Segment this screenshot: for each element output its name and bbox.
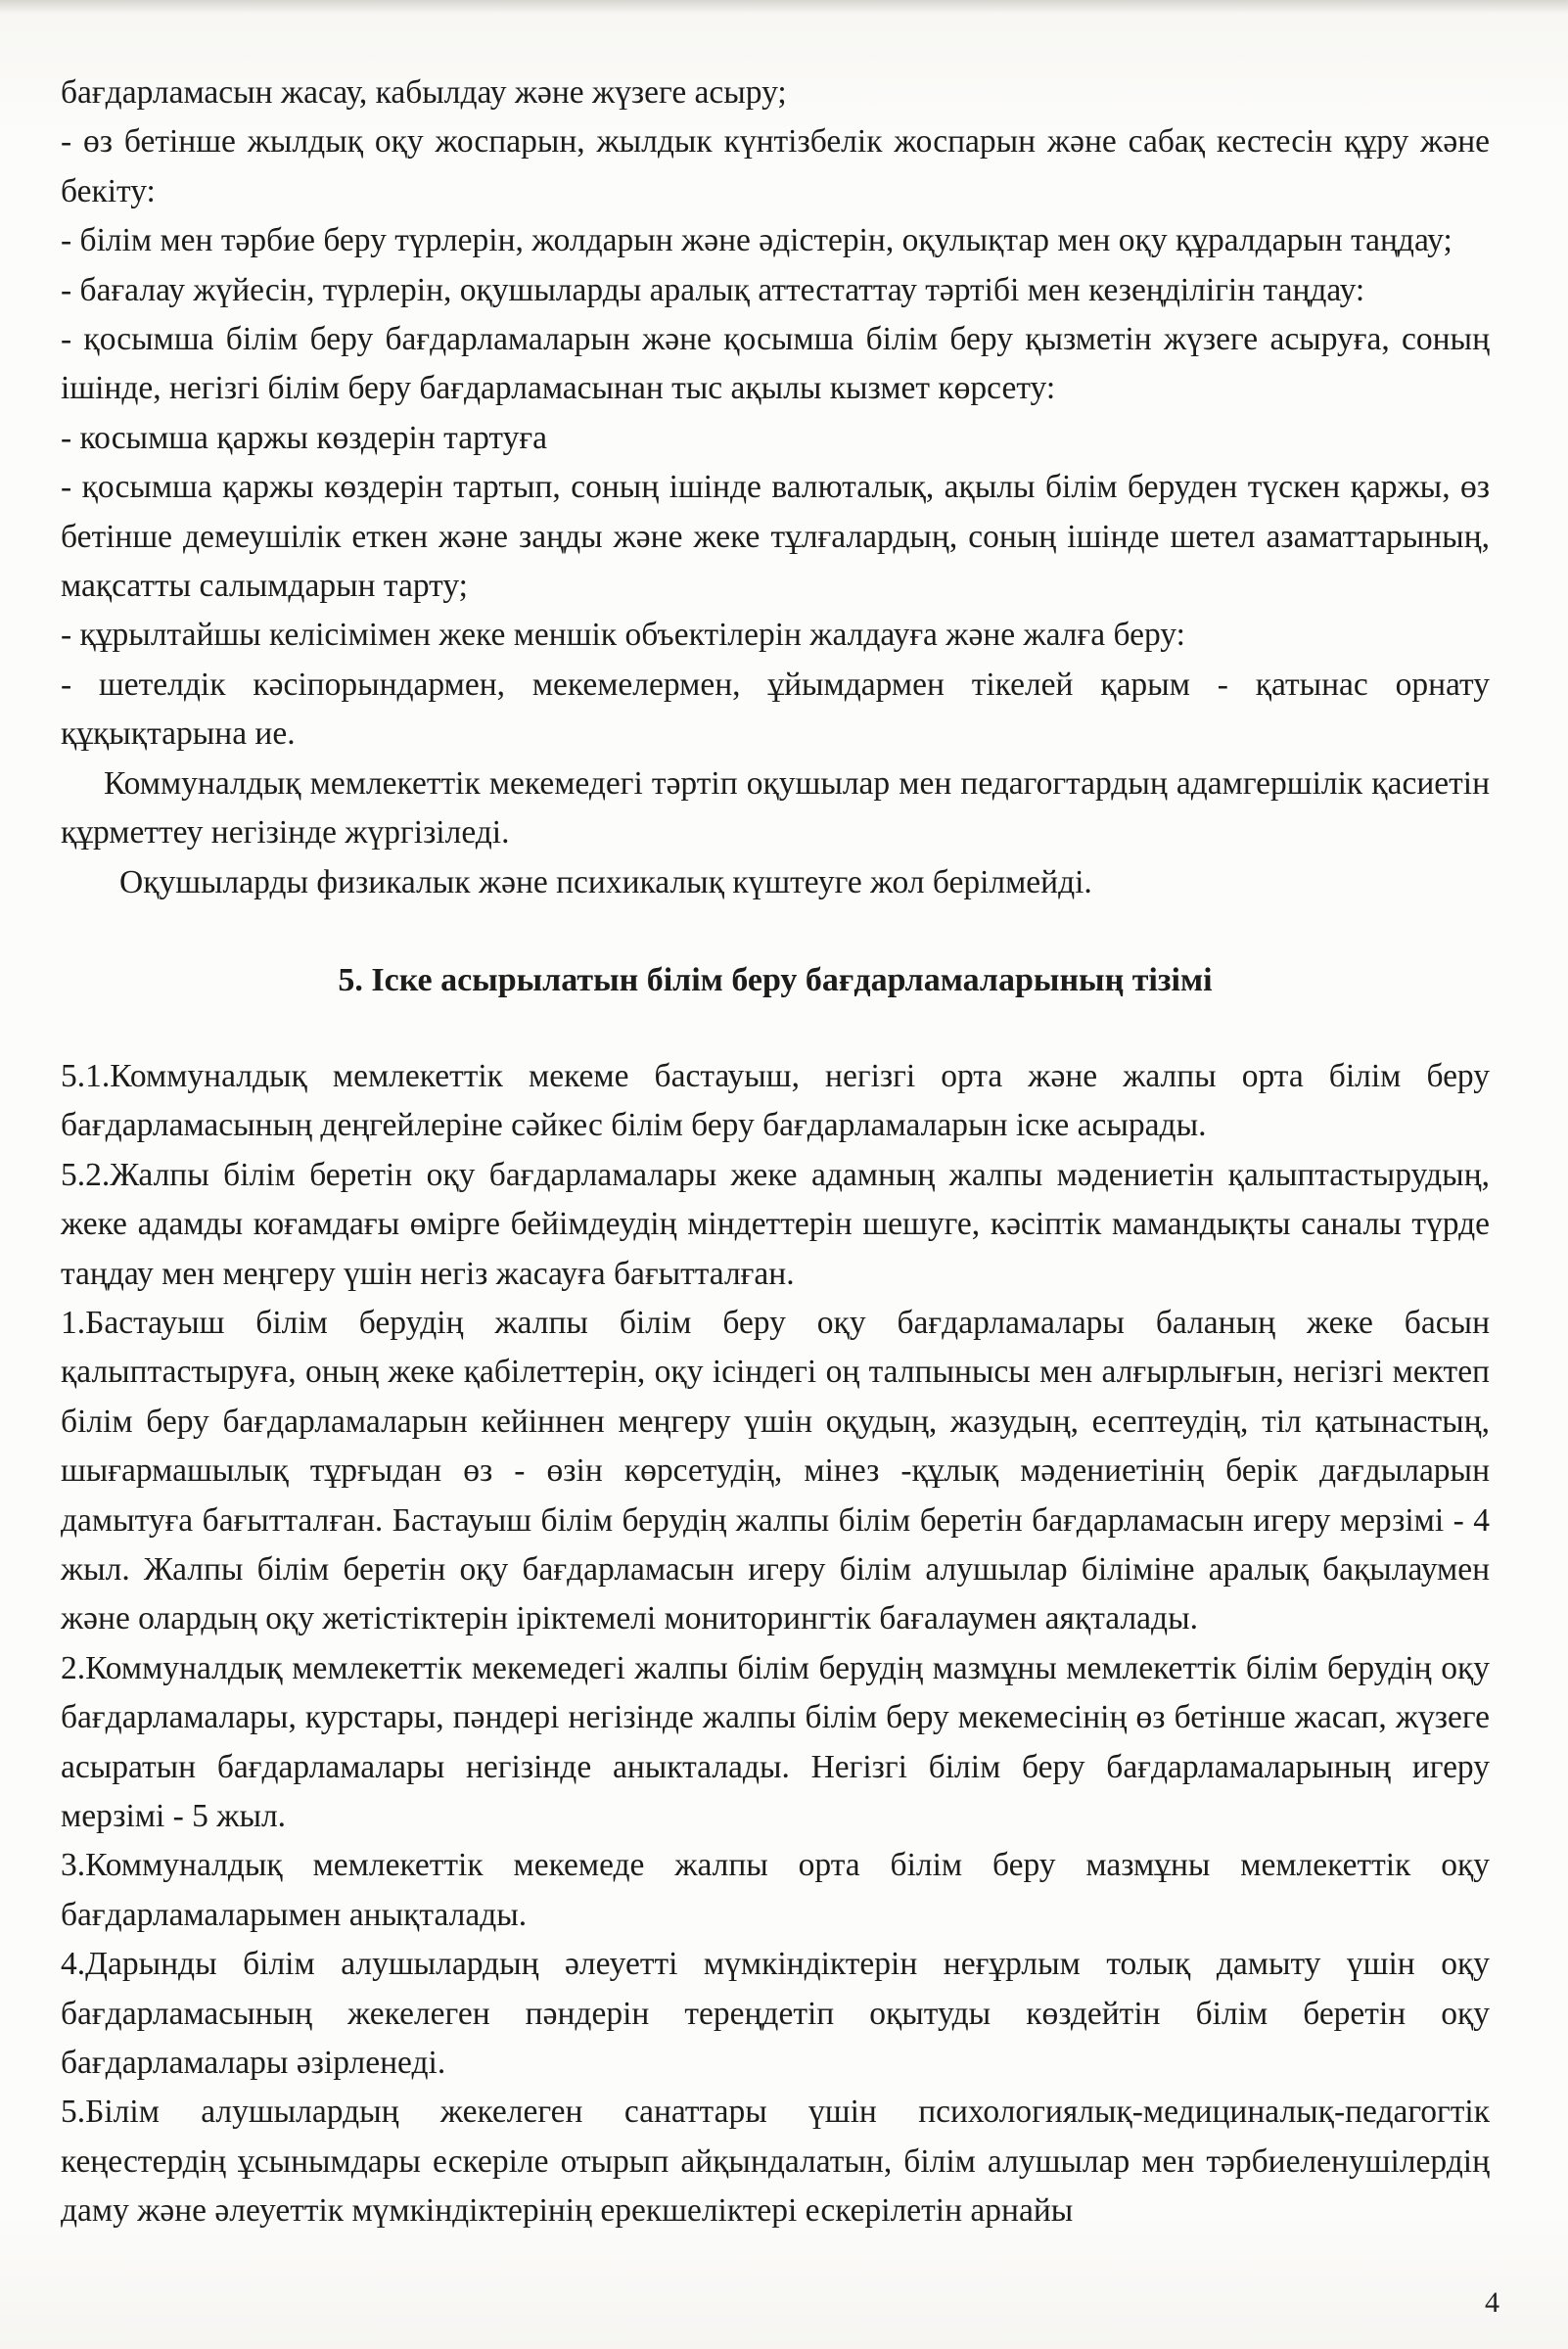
- section-paragraph: 1.Бастауыш білім берудің жалпы білім беру оқу бағдарламалары баланың жеке басын қалыптастыруға, оның жеке қабілеттерін, оқу ісіндегі оң талпынысы мен алғырлығын, негізгі мектеп білім беру бағдарламаларын кейіннен меңгеру үшін оқудың, жазудың, есептеудің, тіл қатынастың, шығармашылық тұрғыдан өз - өзін көрсетудің, мінез -құлық мәдениетінің берік дағдыларын дамытуға бағытталған. Бастауыш білім берудің жалпы білім беретін бағдарламасын игеру мерзімі - 4 жыл. Жалпы білім беретін оқу бағдарламасын игеру білім алушылар біліміне аралық бақылаумен және олардың оқу жетістіктерін іріктемелі мониторингтік бағалаумен аяқталады.: [61, 1304, 1490, 1637]
- list-item: - құрылтайшы келісімімен жеке меншік объектілерін жалдауға және жалға беру:: [61, 617, 1185, 654]
- section-paragraph: 5.2.Жалпы білім беретін оқу бағдарламалары жеке адамның жалпы мәдениетін қалыптастырудың, жеке адамды коғамдағы өмірге бейімдеудің міндеттерін шешуге, кәсіптік мамандықты саналы түрде таңдау мен меңгеру үшін негіз жасауға бағытталған.: [61, 1156, 1490, 1292]
- list-item: - білім мен тәрбие беру түрлерін, жолдарын және әдістерін, оқулықтар мен оқу құралдарын таңдау;: [61, 222, 1453, 259]
- section-paragraph: 5.Білім алушылардың жекелеген санаттары үшін психологиялық-медициналық-педагогтік кеңестердің ұсынымдары ескеріле отырып айқындалатын, білім алушылар мен тәрбиеленушілердің даму және әлеуеттік мүмкіндіктерінің ерекшеліктері ескерілетін арнайы: [61, 2094, 1490, 2230]
- paragraph: бағдарламасын жасау, кабылдау және жүзеге асыру;: [61, 74, 787, 111]
- page-number: 4: [1485, 2286, 1499, 2319]
- document-body: [61, 69, 1490, 2236]
- paragraph-violence: Оқушыларды физикалык және психикалық күштеуге жол берілмейді.: [119, 863, 1092, 900]
- list-item: - өз бетінше жылдық оқу жоспарын, жылдык күнтізбелік жоспарын және сабақ кестесін құру және бекіту:: [61, 123, 1490, 209]
- section-heading: 5. Іске асырылатын білім беру бағдарламаларының тізімі: [338, 961, 1213, 998]
- paragraph-discipline: Коммуналдық мемлекеттік мекемедегі тәртіп оқушылар мен педагогтардың адамгершілік қасиетін құрметтеу негізінде жүргізіледі.: [61, 764, 1490, 852]
- list-item: - бағалау жүйесін, түрлерін, оқушыларды аралық аттестаттау тәртібі мен кезеңділігін таңдау:: [61, 271, 1365, 308]
- section-paragraph: 2.Коммуналдық мемлекеттік мекемедегі жалпы білім берудің мазмұны мемлекеттік білім берудің оқу бағдарламалары, курстары, пәндері негізінде жалпы білім беру мекемесінің өз бетінше жасап, жүзеге асыратын бағдарламалары негізінде аныкталады. Негізгі білім беру бағдарламаларының игеру мерзімі - 5 жыл.: [61, 1649, 1490, 1834]
- list-item: - қосымша білім беру бағдарламаларын және қосымша білім беру қызметін жүзеге асыруға, соның ішінде, негізгі білім беру бағдарламасынан тыс ақылы кызмет көрсету:: [61, 321, 1490, 407]
- scan-edge-shadow: [0, 0, 1568, 14]
- section-paragraph: 3.Коммуналдық мемлекеттік мекемеде жалпы орта білім беру мазмұны мемлекеттік оқу бағдарламаларымен анықталады.: [61, 1847, 1490, 1933]
- list-item: - шетелдік кәсіпорындармен, мекемелермен, ұйымдармен тікелей қарым - қатынас орнату құқықтарына ие.: [61, 666, 1490, 753]
- section-paragraph: 5.1.Коммуналдық мемлекеттік мекеме бастауыш, негізгі орта және жалпы орта білім беру бағдарламасының деңгейлеріне сәйкес білім беру бағдарламаларын іске асырады.: [61, 1057, 1490, 1144]
- list-item: - қосымша қаржы көздерін тартып, соның ішінде валюталық, ақылы білім беруден түскен қаржы, өз бетінше демеушілік еткен және заңды және жеке тұлғалардың, соның ішінде шетел азаматтарының, мақсатты салымдарын тарту;: [61, 469, 1490, 605]
- list-item: - косымша қаржы көздерін тартуға: [61, 419, 547, 456]
- section-paragraph: 4.Дарынды білім алушылардың әлеуетті мүмкіндіктерін неғұрлым толық дамыту үшін оқу бағдарламасының жекелеген пәндерін тереңдетіп оқытуды көздейтін білім беретін оқу бағдарламалары әзірленеді.: [61, 1946, 1490, 2082]
